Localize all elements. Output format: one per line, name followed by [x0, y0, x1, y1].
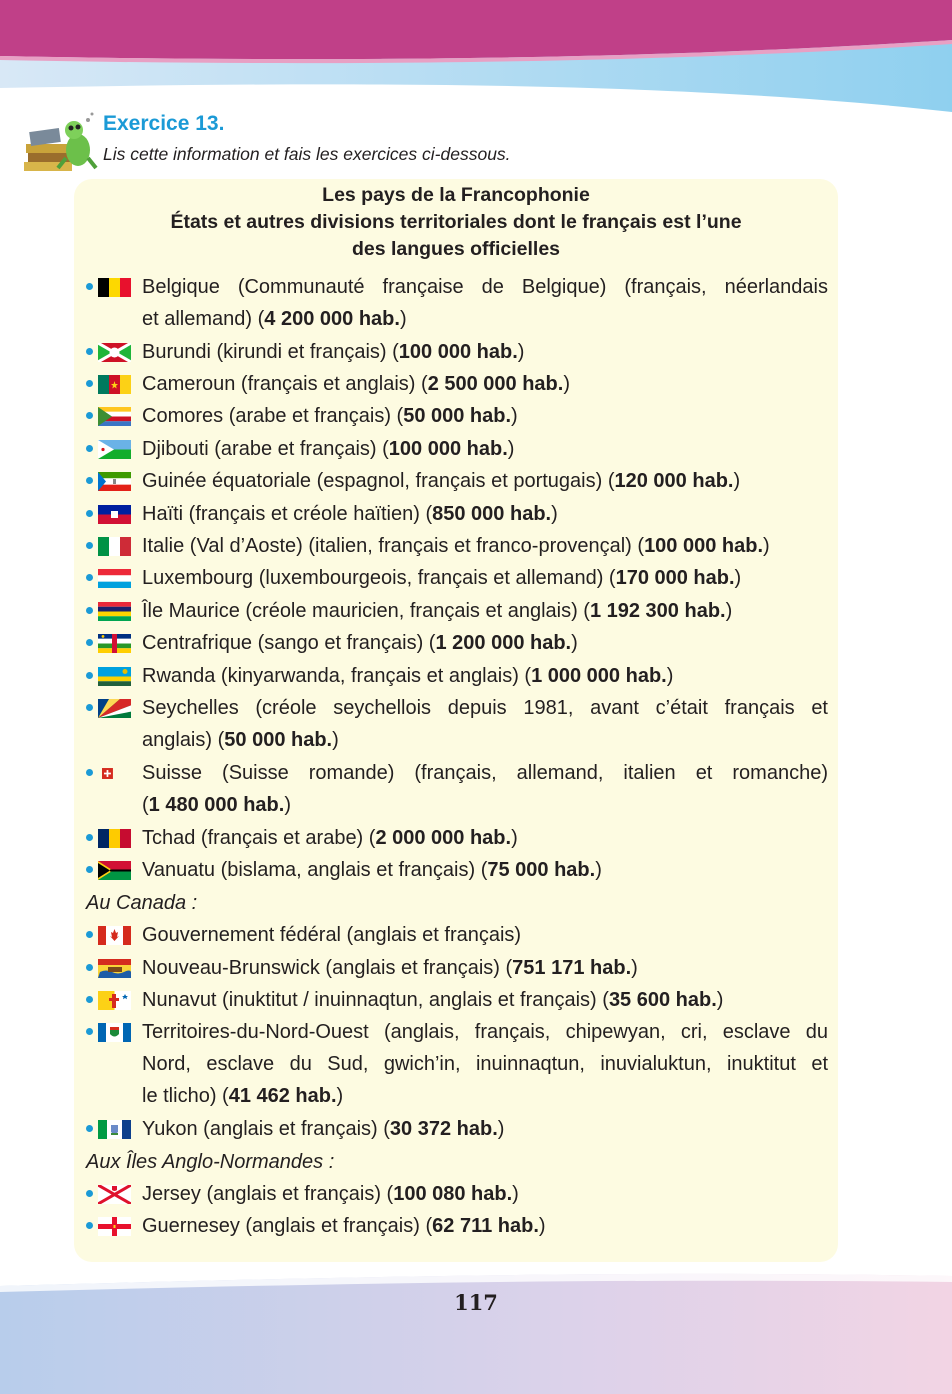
entry-text: Guernesey (anglais et français) (62 711 hab.) [142, 1215, 546, 1237]
bullet-icon [86, 477, 93, 484]
bullet-icon [86, 348, 93, 355]
entry-text: Nunavut (inuktitut / inuinnaqtun, anglais et français) (35 600 hab.) [142, 989, 724, 1011]
entry-text: Gouvernement fédéral (anglais et français) [142, 924, 522, 946]
list-item [84, 952, 830, 984]
entry-text: Rwanda (kinyarwanda, français et anglais) (1 000 000 hab.) [142, 665, 674, 687]
bullet-icon [86, 1028, 93, 1035]
bullet-icon [86, 672, 93, 679]
djibouti-flag-icon [98, 440, 131, 459]
bullet-icon [86, 639, 93, 646]
bullet-icon [86, 769, 93, 776]
comoros-flag-icon [98, 407, 131, 426]
list-item [84, 400, 830, 432]
list-item [84, 336, 830, 368]
entry-text: Yukon (anglais et français) (30 372 hab.) [142, 1118, 505, 1140]
belgium-flag-icon [98, 278, 131, 297]
list-item [84, 368, 830, 400]
list-item [84, 660, 830, 692]
entry-text-continued: anglais) (50 000 hab.) [142, 729, 339, 751]
entry-text: Cameroun (français et anglais) (2 500 000 hab.) [142, 373, 571, 395]
entry-text: Belgique (Communauté française de Belgique) (français, néerlandais [142, 276, 828, 298]
panel-heading-line-1: Les pays de la Francophonie [322, 184, 590, 206]
haiti-flag-icon [98, 505, 131, 524]
entry-text-continued: (1 480 000 hab.) [142, 794, 291, 816]
vanuatu-flag-icon [98, 861, 131, 880]
entry-text: Vanuatu (bislama, anglais et français) (75 000 hab.) [142, 859, 602, 881]
bullet-icon [86, 283, 93, 290]
entry-text: Burundi (kirundi et français) (100 000 hab.) [142, 341, 525, 363]
guernsey-flag-icon [98, 1217, 131, 1236]
entry-text: Suisse (Suisse romande) (français, allemand, italien et romanche) [142, 762, 828, 784]
list-item [84, 919, 830, 951]
panel-heading-line-2: États et autres divisions territoriales dont le français est l’une [170, 211, 742, 233]
entry-text: Territoires-du-Nord-Ouest (anglais, français, chipewyan, cri, esclave du [142, 1021, 828, 1043]
bullet-icon [86, 1190, 93, 1197]
bullet-icon [86, 412, 93, 419]
list-item [84, 530, 830, 562]
list-item [84, 1113, 830, 1145]
entry-text: Italie (Val d’Aoste) (italien, français et franco-provençal) (100 000 hab.) [142, 535, 770, 557]
list-item [84, 1210, 830, 1242]
rwanda-flag-icon [98, 667, 131, 686]
bullet-icon [86, 964, 93, 971]
entry-text: Centrafrique (sango et français) (1 200 000 hab.) [142, 632, 578, 654]
entry-text: Nouveau-Brunswick (anglais et français) (751 171 hab.) [142, 957, 638, 979]
exercise-instruction: Lis cette information et fais les exercices ci-dessous. [103, 144, 511, 164]
page-number: 117 [454, 1290, 498, 1315]
bullet-icon [86, 574, 93, 581]
entry-text-continued: Nord, esclave du Sud, gwich’in, inuinnaqtun, inuvialuktun, inuktitut et [142, 1053, 828, 1075]
bullet-icon [86, 1125, 93, 1132]
switzerland-flag-icon [102, 764, 121, 783]
entry-text: Comores (arabe et français) (50 000 hab.) [142, 405, 518, 427]
list-item [84, 433, 830, 465]
list-item [84, 822, 830, 854]
cameroon-flag-icon [98, 375, 131, 394]
entry-text: Seychelles (créole seychellois depuis 1981, avant c’était français et [142, 697, 828, 719]
list-item [84, 498, 830, 530]
list-item [84, 1178, 830, 1210]
bullet-icon [86, 834, 93, 841]
list-item [84, 595, 830, 627]
bullet-icon [86, 931, 93, 938]
entry-text: Luxembourg (luxembourgeois, français et allemand) (170 000 hab.) [142, 567, 742, 589]
list-item [84, 562, 830, 594]
list-item [84, 854, 830, 886]
jersey-flag-icon [98, 1185, 131, 1204]
entry-text: Île Maurice (créole mauricien, français et anglais) (1 192 300 hab.) [142, 600, 733, 622]
bullet-icon [86, 380, 93, 387]
bullet-icon [86, 542, 93, 549]
bullet-icon [86, 607, 93, 614]
northwest-territories-flag-icon [98, 1023, 131, 1042]
yukon-flag-icon [98, 1120, 131, 1139]
bullet-icon [86, 445, 93, 452]
top-decorative-band [0, 0, 952, 120]
entry-text: Haïti (français et créole haïtien) (850 000 hab.) [142, 503, 558, 525]
luxembourg-flag-icon [98, 569, 131, 588]
entry-text: Djibouti (arabe et français) (100 000 hab.) [142, 438, 515, 460]
entry-text-continued: et allemand) (4 200 000 hab.) [142, 308, 407, 330]
seychelles-flag-icon [98, 699, 131, 718]
section-label-canada: Au Canada : [86, 892, 198, 914]
italy-flag-icon [98, 537, 131, 556]
list-item [84, 271, 830, 335]
entry-text-continued: le tlicho) (41 462 hab.) [142, 1085, 344, 1107]
bullet-icon [86, 996, 93, 1003]
list-item [84, 757, 830, 821]
section-label-channel-islands: Aux Îles Anglo-Normandes : [86, 1151, 335, 1173]
books-with-frog-icon [22, 108, 100, 174]
bullet-icon [86, 866, 93, 873]
list-item [84, 1016, 830, 1112]
entry-text: Guinée équatoriale (espagnol, français et portugais) (120 000 hab.) [142, 470, 741, 492]
canada-flag-icon [98, 926, 131, 945]
central-african-republic-flag-icon [98, 634, 131, 653]
mauritius-flag-icon [98, 602, 131, 621]
list-item [84, 627, 830, 659]
bottom-decorative-band [0, 1270, 952, 1394]
panel-heading-line-3: des langues officielles [351, 238, 561, 260]
nunavut-flag-icon [98, 991, 131, 1010]
equatorial-guinea-flag-icon [98, 472, 131, 491]
exercise-title: Exercice 13. [103, 112, 225, 135]
bullet-icon [86, 704, 93, 711]
entry-text: Tchad (français et arabe) (2 000 000 hab.) [142, 827, 518, 849]
entry-text: Jersey (anglais et français) (100 080 hab.) [142, 1183, 519, 1205]
burundi-flag-icon [98, 343, 131, 362]
list-item [84, 465, 830, 497]
chad-flag-icon [98, 829, 131, 848]
list-item [84, 984, 830, 1016]
list-item [84, 692, 830, 756]
bullet-icon [86, 510, 93, 517]
new-brunswick-flag-icon [98, 959, 131, 978]
bullet-icon [86, 1222, 93, 1229]
